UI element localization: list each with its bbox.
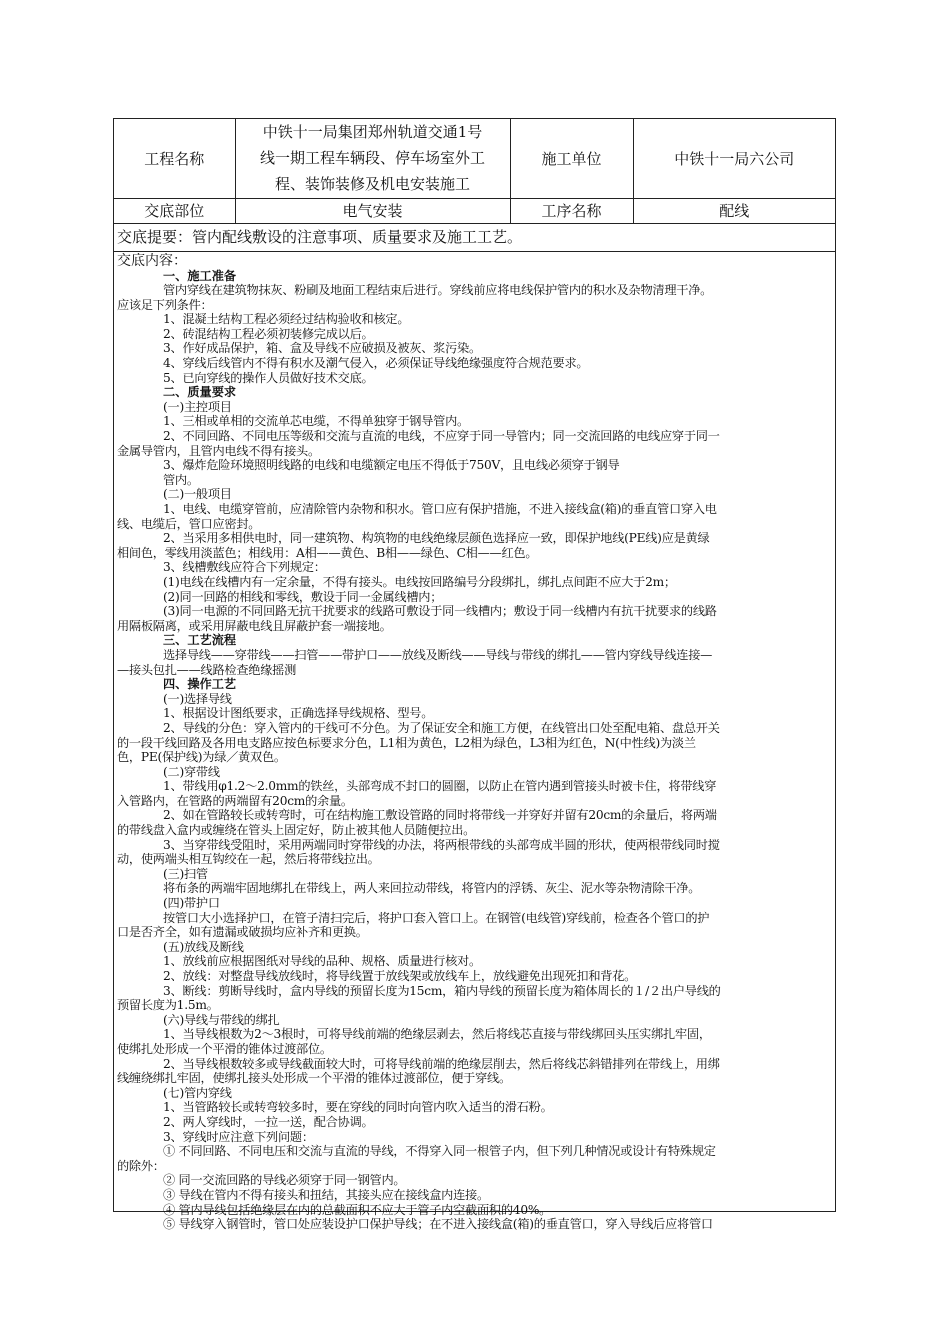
content-line: 相间色，零线用淡蓝色；相线用：A相——黄色、B相——绿色、C相——红色。 bbox=[117, 545, 538, 560]
content-line: 色，PE(保护线)为绿／黄双色。 bbox=[117, 750, 286, 765]
summary-text: 交底提要：管内配线敷设的注意事项、质量要求及施工工艺。 bbox=[114, 224, 835, 252]
content-line: 5、已向穿线的操作人员做好技术交底。 bbox=[163, 370, 374, 385]
content-line: 入管路内，在管路的两端留有20cm的余量。 bbox=[117, 793, 353, 808]
content-line: ④ 管内导线包括绝缘层在内的总截面积不应大于管子内空截面积的40%。 bbox=[163, 1202, 552, 1217]
content-line: ⑤ 导线穿入钢管时，管口处应装设护口保护导线；在不进入接线盒(箱)的垂直管口，穿入导线后应将管口 bbox=[163, 1217, 713, 1232]
content-line: 应该足下列条件： bbox=[117, 297, 213, 312]
content-line: 管内穿线在建筑物抹灰、粉刷及地面工程结束后进行。穿线前应将电线保护管内的积水及杂物清理干净。 bbox=[163, 283, 713, 298]
section-heading: 三、工艺流程 bbox=[163, 633, 237, 648]
section-heading: 二、质量要求 bbox=[163, 385, 237, 400]
process-label: 工序名称 bbox=[510, 198, 633, 223]
content-line: 2、两人穿线时，一拉一送，配合协调。 bbox=[163, 1114, 374, 1129]
content-line: ② 同一交流回路的导线必须穿于同一钢管内。 bbox=[163, 1173, 406, 1188]
content-line: 1、放线前应根据图纸对导线的品种、规格、质量进行核对。 bbox=[163, 954, 481, 969]
content-line: (三)扫管 bbox=[163, 866, 208, 881]
content-line: 的一段干线回路及各用电支路应按色标要求分色，L1相为黄色，L2相为绿色，L3相为红色，N(中性线)为淡兰 bbox=[117, 735, 696, 750]
content-line: 的除外： bbox=[117, 1158, 165, 1173]
content-line: 2、如在管路较长或转弯时，可在结构施工敷设管路的同时将带线一并穿好并留有20cm的余量后，将两端 bbox=[163, 808, 717, 823]
section-heading: 四、操作工艺 bbox=[163, 677, 237, 692]
content-line: 用隔板隔离，或采用屏蔽电线且屏蔽护套一端接地。 bbox=[117, 618, 392, 633]
content-line: 1、混凝土结构工程必须经过结构验收和核定。 bbox=[163, 312, 410, 327]
content-line: 2、不同回路、不同电压等级和交流与直流的电线，不应穿于同一导管内；同一交流回路的电线应穿于同一 bbox=[163, 429, 720, 444]
content-line: (一)选择导线 bbox=[163, 691, 232, 706]
content-line: (七)管内穿线 bbox=[163, 1085, 232, 1100]
content-line: (四)带护口 bbox=[163, 896, 220, 911]
part-value: 电气安装 bbox=[235, 198, 510, 223]
content-line: 动，使两端头相互钩绞在一起，然后将带线拉出。 bbox=[117, 852, 380, 867]
content-line: 线、电缆后，管口应密封。 bbox=[117, 516, 261, 531]
content-line: (3)同一电源的不同回路无抗干扰要求的线路可敷设于同一线槽内；敷设于同一线槽内有抗干扰要求的线路 bbox=[163, 604, 717, 619]
content-line: 管内。 bbox=[163, 472, 199, 487]
content-line: 预留长度为1.5m。 bbox=[117, 998, 219, 1013]
content-line: (2)同一回路的相线和零线，敷设于同一金属线槽内； bbox=[163, 589, 443, 604]
content-line: ③ 导线在管内不得有接头和扭结，其接头应在接线盒内连接。 bbox=[163, 1187, 489, 1202]
content-line: 3、爆炸危险环境照明线路的电线和电缆额定电压不得低于750V，且电线必须穿于钢导 bbox=[163, 458, 620, 473]
disclosure-sheet bbox=[113, 118, 836, 1232]
content-line: 2、当导线根数较多或导线截面较大时，可将导线前端的绝缘层削去，然后将线芯斜错排列在带线上，用绑 bbox=[163, 1056, 720, 1071]
construction-unit-value: 中铁十一局六公司 bbox=[633, 119, 835, 198]
content-line: 金属导管内，且管内电线不得有接头。 bbox=[117, 443, 320, 458]
content-line: (六)导线与带线的绑扎 bbox=[163, 1012, 280, 1027]
content-line: 3、当穿带线受阻时，采用两端同时穿带线的办法，将两根带线的头部弯成半圆的形状，使两根带线同时搅 bbox=[163, 837, 720, 852]
project-name-label: 工程名称 bbox=[114, 119, 235, 198]
content-line: (二)一般项目 bbox=[163, 487, 232, 502]
project-name-value bbox=[235, 119, 510, 198]
content-heading: 交底内容： bbox=[117, 252, 187, 269]
project-name-line: 线一期工程车辆段、停车场室外工 bbox=[259, 149, 485, 168]
content-line: 选择导线——穿带线——扫管——带护口——放线及断线——导线与带线的绑扎——管内穿线导线连接— bbox=[163, 647, 713, 662]
content-line: (五)放线及断线 bbox=[163, 939, 244, 954]
content-line: 2、放线：对整盘导线放线时，将导线置于放线架或放线车上，放线避免出现死扣和背花。 bbox=[163, 969, 637, 983]
content-line: 1、三相或单相的交流单芯电缆，不得单独穿于钢导管内。 bbox=[163, 414, 469, 429]
content-line: (1)电线在线槽内有一定余量，不得有接头。电线按回路编号分段绑扎，绑扎点间距不应大于2m； bbox=[163, 574, 676, 589]
content-line: (一)主控项目 bbox=[163, 399, 232, 414]
content-line: —接头包扎——线路检查绝缘摇测 bbox=[117, 662, 297, 677]
content-line: 3、穿线时应注意下列问题： bbox=[163, 1129, 314, 1144]
process-value: 配线 bbox=[633, 198, 835, 223]
header-row-project bbox=[114, 119, 835, 198]
content-line: 口是否齐全，如有遗漏或破损均应补齐和更换。 bbox=[117, 925, 368, 940]
content-line: 1、电线、电缆穿管前，应清除管内杂物和积水。管口应有保护措施，不进入接线盒(箱)的垂直管口穿入电 bbox=[163, 502, 717, 516]
header-row-part bbox=[114, 198, 835, 223]
content-lines bbox=[117, 269, 832, 1232]
content-line: (二)穿带线 bbox=[163, 764, 220, 779]
content-line: 4、穿线后线管内不得有积水及潮气侵入，必须保证导线绝缘强度符合规范要求。 bbox=[163, 356, 589, 371]
part-label: 交底部位 bbox=[114, 198, 235, 223]
content-line: 按管口大小选择护口，在管子清扫完后，将护口套入管口上。在钢管(电线管)穿线前，检查各个管口的护 bbox=[163, 910, 710, 925]
header-table bbox=[114, 119, 835, 224]
section-heading: 一、施工准备 bbox=[163, 268, 237, 283]
project-name-line: 中铁十一局集团郑州轨道交通1号 bbox=[262, 123, 483, 142]
content-line: 3、作好成品保护，箱、盒及导线不应破损及被灰、浆污染。 bbox=[163, 341, 481, 356]
content-line: 1、根据设计图纸要求，正确选择导线规格、型号。 bbox=[163, 706, 434, 721]
project-name-line: 程、装饰装修及机电安装施工 bbox=[274, 175, 470, 194]
content-line: 线缠绕绑扎牢固，使绑扎接头处形成一个平滑的锥体过渡部位，便于穿线。 bbox=[117, 1071, 511, 1086]
content-line: 1、当导线根数为2～3根时，可将导线前端的绝缘层剥去，然后将线芯直接与带线绑回头压实绑扎牢固， bbox=[163, 1027, 711, 1042]
content-line: 1、带线用φ1.2～2.0mm的铁丝，头部弯成不封口的圆圈，以防止在管内遇到管接头时被卡住，将带线穿 bbox=[163, 779, 717, 794]
content-line: 2、当采用多相供电时，同一建筑物、构筑物的电线绝缘层颜色选择应一致，即保护地线(PE线)应是黄绿 bbox=[163, 531, 710, 546]
content-line: 2、砖混结构工程必须初装修完成以后。 bbox=[163, 326, 374, 341]
content-line: 3、线槽敷线应符合下列规定： bbox=[163, 560, 326, 575]
content-line: 将布条的两端牢固地绑扎在带线上，两人来回拉动带线，将管内的浮锈、灰尘、泥水等杂物清除干净。 bbox=[163, 881, 701, 896]
construction-unit-label: 施工单位 bbox=[510, 119, 633, 198]
content-line: 使绑扎处形成一个平滑的锥体过渡部位。 bbox=[117, 1041, 332, 1056]
content-line: 1、当管路较长或转弯较多时，要在穿线的同时向管内吹入适当的滑石粉。 bbox=[163, 1100, 553, 1115]
content-line: 2、导线的分色：穿入管内的干线可不分色。为了保证安全和施工方便，在线管出口处至配电箱、盘总开关 bbox=[163, 720, 720, 735]
content-line: ① 不同回路、不同电压和交流与直流的导线，不得穿入同一根管子内，但下列几种情况或设计有特殊规定 bbox=[163, 1144, 716, 1159]
content-line: 的带线盘入盒内或缠绕在管头上固定好，防止被其他人员随便拉出。 bbox=[117, 823, 476, 838]
content-section bbox=[114, 252, 835, 1232]
content-line: 3、断线：剪断导线时，盒内导线的预留长度为15cm，箱内导线的预留长度为箱体周长的１/２出户导线的 bbox=[163, 983, 721, 998]
